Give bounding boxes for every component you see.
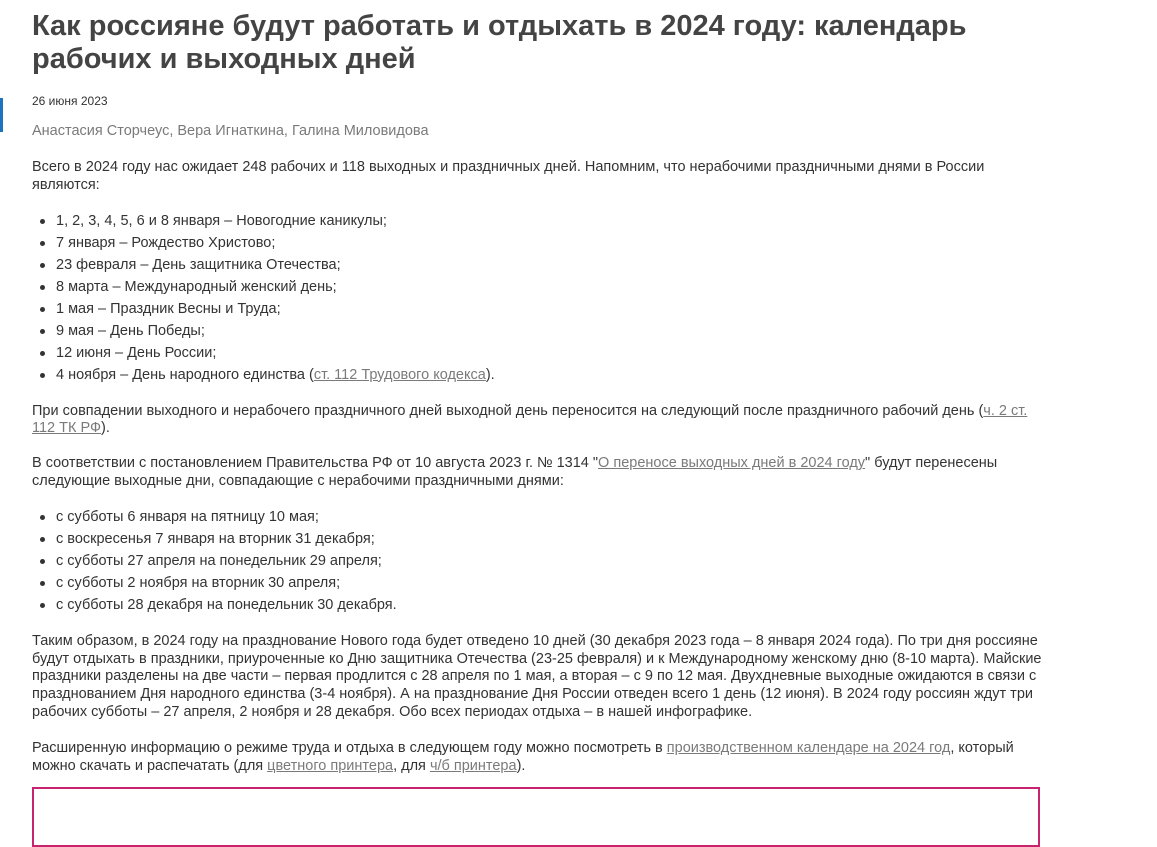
- list-item-text: 8 марта – Международный женский день;: [56, 278, 337, 295]
- summary-paragraph: Таким образом, в 2024 году на празднование Нового года будет отведено 10 дней (30 декабря 2023 года – 8 января 2024 года). По три дня россияне будут отдыхать в праздники, приуроченные ко Дню защитника Отечества (23-25 февраля) и к Международному женскому дню (8-10 марта). Майские праздники разделены на две части – первая продлится с 28 апреля по 1 мая, а вторая – с 9 по 12 мая. Двухдневные выходные ожидаются в связи с празднованием Дня народного единства (3-4 ноября). А на празднование Дня России отведен всего 1 день (12 июня). В 2024 году россиян ждут три рабочих субботы – 27 апреля, 2 ноября и 28 декабря. Обо всех периодах отдыха – в нашей инфографике.: [32, 632, 1042, 720]
- list-item-text: 12 июня – День России;: [56, 344, 217, 361]
- article-authors: Анастасия Сторчеус, Вера Игнаткина, Галина Миловидова: [32, 123, 429, 139]
- list-item-text: с субботы 28 декабря на понедельник 30 декабря.: [56, 596, 397, 613]
- article-date: 26 июня 2023: [32, 94, 108, 108]
- color-printer-link[interactable]: цветного принтера: [267, 757, 394, 774]
- decree-suffix: " будут перенесены следующие выходные дни, совпадающие с нерабочими праздничными днями:: [32, 455, 998, 489]
- decree-paragraph: [32, 455, 1042, 491]
- list-item: [40, 320, 1042, 342]
- intro-paragraph: Всего в 2024 году нас ожидает 248 рабочих и 118 выходных и праздничных дней. Напомним, что нерабочими праздничными днями в России являются:: [32, 159, 985, 193]
- bullet-icon: [40, 219, 45, 224]
- list-item-text: 1, 2, 3, 4, 5, 6 и 8 января – Новогодние каникулы;: [56, 212, 387, 229]
- bullet-icon: [40, 603, 45, 608]
- bw-printer-link[interactable]: ч/б принтера: [429, 757, 517, 774]
- more-info-paragraph: [32, 740, 1042, 776]
- list-item-text: с субботы 27 апреля на понедельник 29 апреля;: [56, 552, 382, 569]
- bullet-icon: [40, 559, 45, 564]
- list-item: [40, 298, 1042, 320]
- transfer-list: [32, 506, 1042, 616]
- list-item-text: с воскресенья 7 января на вторник 31 декабря;: [56, 530, 375, 547]
- transfer-rule-paragraph: [32, 403, 1042, 439]
- list-item: [40, 528, 1042, 550]
- list-item: [40, 232, 1042, 254]
- bullet-icon: [40, 263, 45, 268]
- list-item: [40, 342, 1042, 364]
- list-item: [40, 550, 1042, 572]
- list-item-text: 23 февраля – День защитника Отечества;: [56, 256, 341, 273]
- list-item-text: 4 ноября – День народного единства (: [56, 366, 314, 383]
- article-title: Как россияне будут работать и отдыхать в 2024 году: календарь рабочих и выходных дней: [32, 10, 967, 75]
- list-item: [40, 506, 1042, 528]
- bullet-icon: [40, 515, 45, 520]
- transfer-rule-text: При совпадении выходного и нерабочего праздничного дней выходной день переносится на следующий после праздничного рабочий день (: [32, 402, 984, 419]
- more-suffix: ).: [516, 757, 526, 774]
- list-item: [40, 254, 1042, 276]
- holiday-list: [32, 210, 1042, 386]
- list-item: [40, 594, 1042, 616]
- bullet-icon: [40, 307, 45, 312]
- list-item-suffix: ).: [485, 366, 495, 383]
- more-mid2: , для: [393, 757, 430, 774]
- list-item-text: 9 мая – День Победы;: [56, 322, 205, 339]
- bullet-icon: [40, 351, 45, 356]
- list-item: [40, 276, 1042, 298]
- list-item-text: 7 января – Рождество Христово;: [56, 234, 276, 251]
- bullet-icon: [40, 329, 45, 334]
- left-accent-bar: [0, 98, 3, 132]
- bullet-icon: [40, 241, 45, 246]
- decree-prefix: В соответствии с постановлением Правительства РФ от 10 августа 2023 г. № 1314 ": [32, 455, 599, 472]
- list-item-text: с субботы 6 января на пятницу 10 мая;: [56, 508, 319, 525]
- tk-rf-link[interactable]: ч. 2 ст. 112 ТК РФ: [32, 402, 1028, 437]
- list-item: [40, 210, 1042, 232]
- decree-link[interactable]: О переносе выходных дней в 2024 году: [598, 455, 866, 472]
- list-item-text: с субботы 2 ноября на вторник 30 апреля;: [56, 574, 341, 591]
- labor-code-link[interactable]: ст. 112 Трудового кодекса: [313, 366, 486, 383]
- infographic-box: [32, 787, 1040, 847]
- article: [32, 10, 1042, 775]
- bullet-icon: [40, 373, 45, 378]
- production-calendar-link[interactable]: производственном календаре на 2024 год: [666, 739, 951, 756]
- list-item: [40, 572, 1042, 594]
- bullet-icon: [40, 537, 45, 542]
- bullet-icon: [40, 285, 45, 290]
- more-mid: , который можно скачать и распечатать (для: [32, 739, 1014, 774]
- transfer-rule-suffix: ).: [101, 420, 110, 437]
- more-prefix: Расширенную информацию о режиме труда и отдыха в следующем году можно посмотреть в: [32, 739, 667, 756]
- list-item-text: 1 мая – Праздник Весны и Труда;: [56, 300, 281, 317]
- bullet-icon: [40, 581, 45, 586]
- list-item: [40, 364, 1042, 386]
